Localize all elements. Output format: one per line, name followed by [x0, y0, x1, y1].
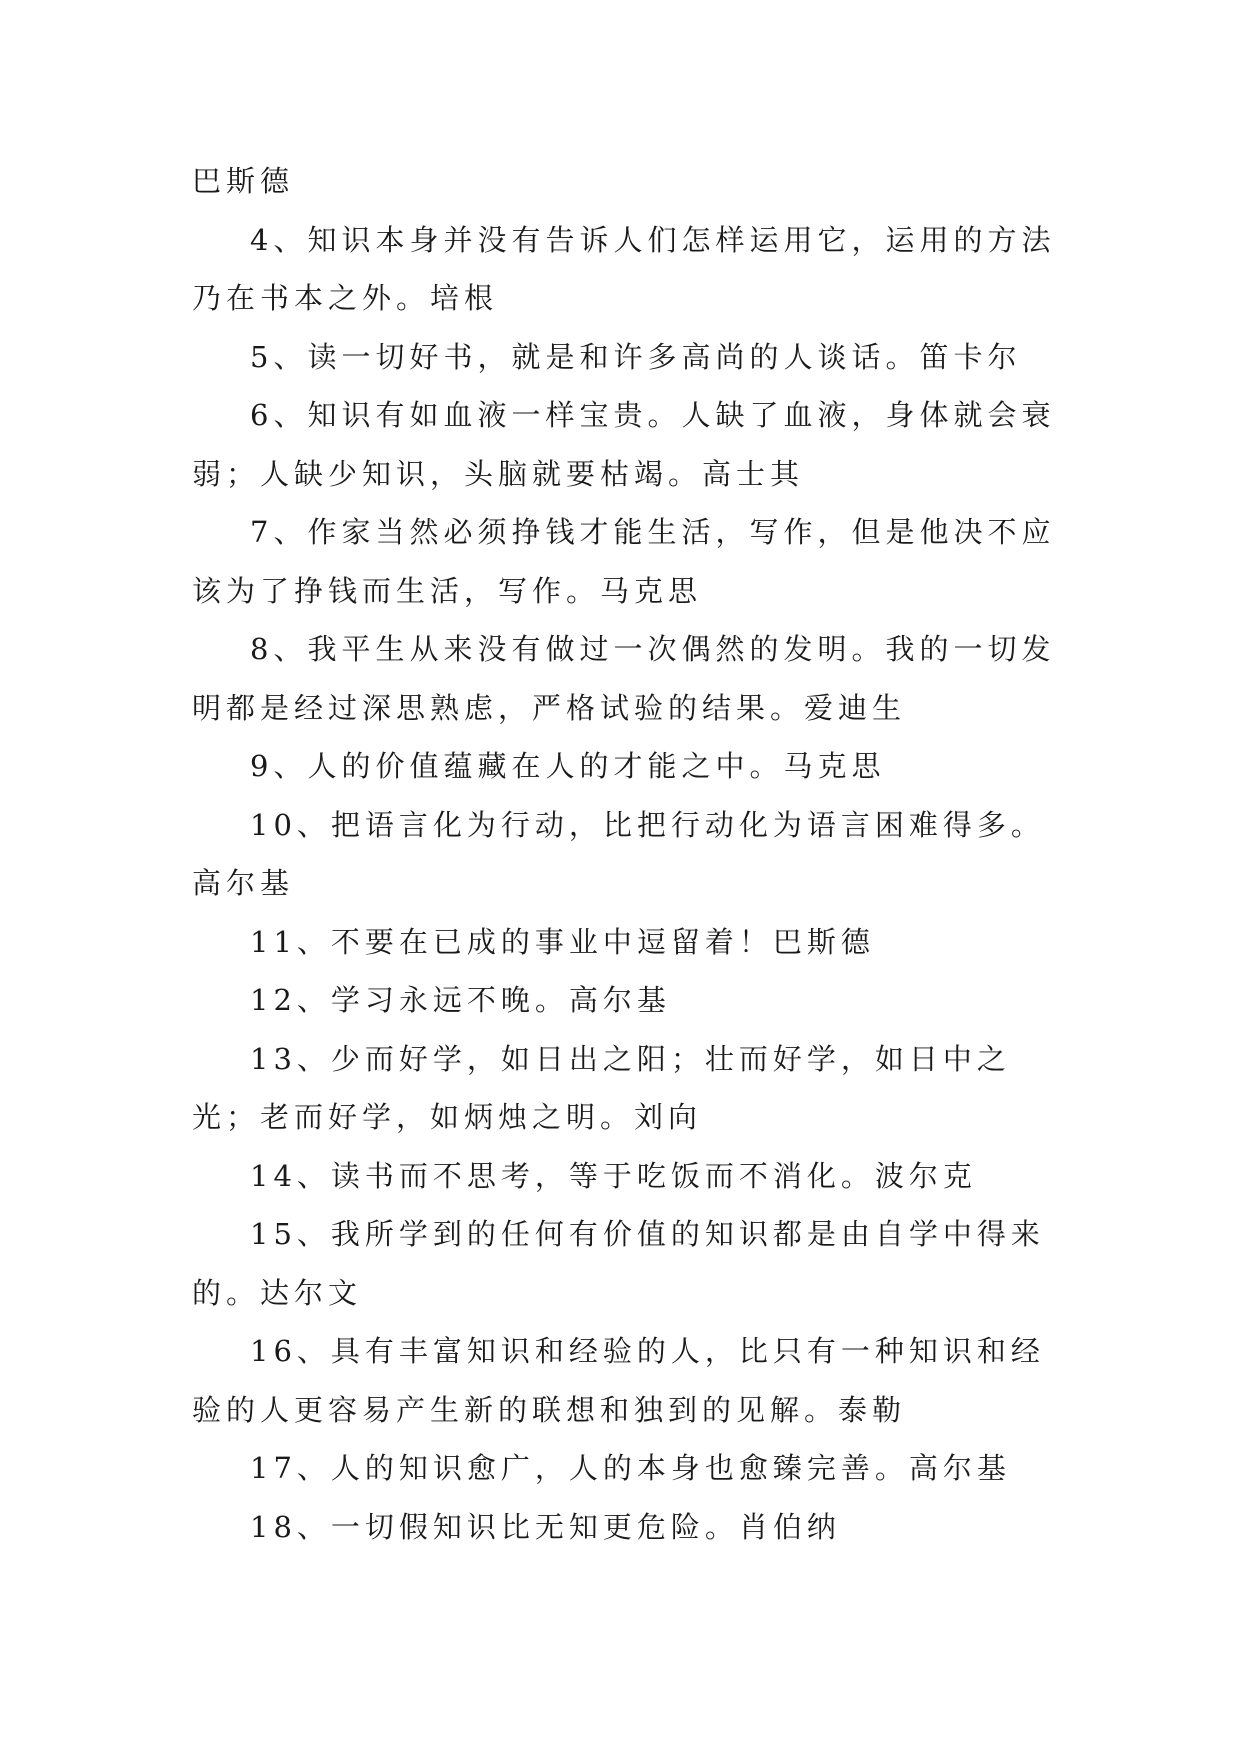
paragraph: 5、读一切好书，就是和许多高尚的人谈话。笛卡尔: [250, 339, 1022, 374]
paragraph: 12、学习永远不晚。高尔基: [250, 983, 671, 1017]
paragraph: 14、读书而不思考，等于吃饭而不消化。波尔克: [250, 1158, 977, 1193]
paragraph: 13、少而好学，如日出之阳；壮而好学，如日中之光；老而好学，如炳烛之明。刘向: [192, 1041, 1011, 1134]
paragraph: 16、具有丰富知识和经验的人，比只有一种知识和经验的人更容易产生新的联想和独到的见解。泰勒: [192, 1334, 1045, 1427]
paragraph: 9、人的价值蕴藏在人的才能之中。马克思: [250, 749, 886, 783]
paragraph: 7、作家当然必须挣钱才能生活，写作，但是他决不应该为了挣钱而生活，写作。马克思: [192, 515, 1056, 608]
paragraph: 6、知识有如血液一样宝贵。人缺了血液，身体就会衰弱；人缺少知识，头脑就要枯竭。高士其: [192, 398, 1056, 491]
paragraph: 15、我所学到的任何有价值的知识都是由自学中得来的。达尔文: [192, 1217, 1045, 1310]
paragraph: 10、把语言化为行动，比把行动化为语言困难得多。高尔基: [192, 807, 1045, 900]
paragraph: 8、我平生从来没有做过一次偶然的发明。我的一切发明都是经过深思熟虑，严格试验的结果。爱迪生: [192, 632, 1056, 725]
document-body: [192, 152, 1062, 1556]
paragraph: 巴斯德: [192, 164, 295, 198]
paragraph: 4、知识本身并没有告诉人们怎样运用它，运用的方法乃在书本之外。培根: [192, 222, 1056, 315]
paragraph: 17、人的知识愈广，人的本身也愈臻完善。高尔基: [250, 1451, 1011, 1485]
paragraph: 11、不要在已成的事业中逗留着！巴斯德: [250, 924, 875, 959]
paragraph: 18、一切假知识比无知更危险。肖伯纳: [250, 1509, 841, 1544]
